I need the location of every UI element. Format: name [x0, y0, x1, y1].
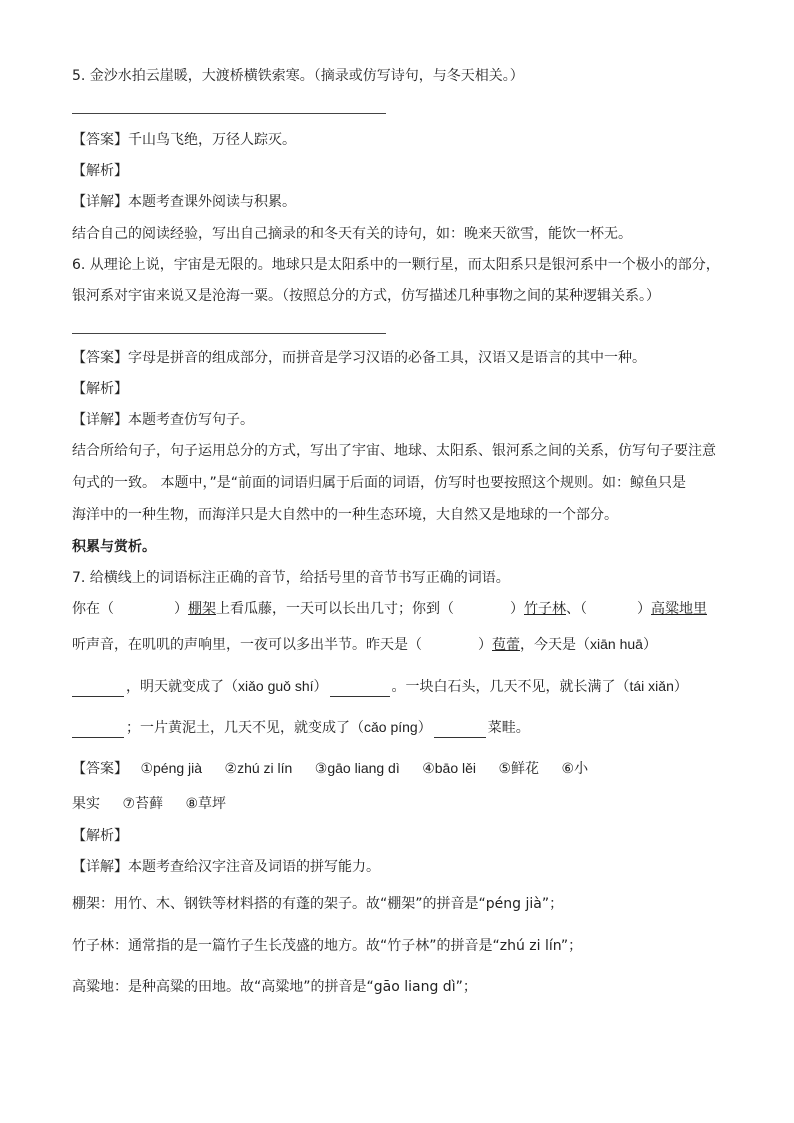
q7-p1-text-b: ） [174, 601, 188, 617]
q7-p2-text-a: 听声音，在叽叽的声响里，一夜可以多出半节。昨天是（ [72, 637, 422, 653]
q7-detail-tag: 【详解】 [72, 859, 128, 875]
q7-explain-zhuzilin: 竹子林：通常指的是一篇竹子生长茂盛的地方。故“竹子林”的拼音是“zhú zi lín”； [72, 938, 583, 954]
q7-answer-3 [315, 758, 400, 779]
q7-p4-text-c: 菜畦。 [487, 720, 530, 736]
q7-p4-text-a: ；一片黄泥土，几天不见，就变成了（ [126, 720, 364, 736]
q7-answer-2-value: zhú zi lín [237, 760, 293, 776]
q7-answers-line1 [72, 758, 588, 779]
q7-detail-text: 本题考查给汉字注音及词语的拼写能力。 [128, 859, 380, 875]
q6-explain-line3: 海洋中的一种生物，而海洋只是大自然中的一种生态环境，大自然又是地球的一个部分。 [72, 507, 618, 523]
q7-pinyin-caoping: cǎo píng [364, 719, 418, 735]
q7-answer-6-value: 小 [574, 761, 589, 777]
q5-answer-tag: 【答案】 [72, 132, 128, 148]
q5-stem: 5. 金沙水拍云崖暖，大渡桥横铁索寒。（摘录或仿写诗句，与冬天相关。） [72, 68, 524, 84]
q7-passage-line2 [72, 634, 657, 655]
q6-answer-line [72, 333, 386, 334]
q7-answer-7-value: 苔藓 [135, 796, 164, 812]
q7-p3-text-b: ） [313, 679, 328, 695]
q6-stem-line1: 6. 从理论上说，宇宙是无限的。地球只是太阳系中的一颗行星，而太阳系只是银河系中一个极小的部分， [72, 257, 720, 273]
q7-answer-1-num: ① [140, 761, 154, 777]
q6-stem-line2: 银河系对宇宙来说又是沧海一粟。（按照总分的方式，仿写描述几种事物之间的某种逻辑关系。） [72, 288, 660, 304]
q7-p1-text-f: ） [637, 601, 651, 617]
q7-analysis-tag: 【解析】 [72, 828, 128, 844]
q7-passage-line1 [72, 599, 707, 619]
q7-answer-1 [140, 758, 202, 779]
q7-answer-4-value: bāo lěi [434, 760, 477, 776]
q7-word-zhuzilin: 竹子林 [524, 601, 566, 617]
q5-analysis-tag: 【解析】 [72, 163, 128, 179]
q7-answer-5-num: ⑤ [498, 761, 512, 777]
q7-answer-tag: 【答案】 [72, 761, 128, 777]
q5-answer-text: 千山鸟飞绝，万径人踪灭。 [128, 132, 296, 148]
q5-detail [72, 192, 296, 212]
q7-answer-7-num: ⑦ [122, 796, 136, 812]
q7-p2-text-d: ） [642, 637, 657, 653]
q6-analysis-tag: 【解析】 [72, 381, 128, 397]
q5-detail-tag: 【详解】 [72, 194, 128, 210]
q5-answer-line [72, 113, 386, 114]
q7-answer-2-num: ② [224, 761, 238, 777]
q7-p2-text-c: ，今天是（ [520, 637, 590, 653]
q7-answer-8 [185, 794, 226, 814]
q7-answer-5 [498, 759, 539, 779]
q7-p1-text-a: 你在（ [72, 601, 114, 617]
q7-pinyin-xiaoguoshi: xiǎo guǒ shí [238, 678, 314, 694]
q5-detail-text: 本题考查课外阅读与积累。 [128, 194, 296, 210]
q7-answer-5-value: 鲜花 [511, 761, 540, 777]
q7-p3-text-d: ） [673, 679, 688, 695]
q6-detail-tag: 【详解】 [72, 412, 128, 428]
q7-answer-6-num: ⑥ [561, 761, 575, 777]
q7-answer-3-num: ③ [314, 761, 328, 777]
section-title: 积累与赏析。 [72, 539, 156, 555]
q7-p1-text-c: 上看瓜藤，一天可以长出几寸；你到（ [216, 601, 454, 617]
q5-answer [72, 130, 296, 150]
q7-answer-1-value: péng jià [153, 760, 203, 776]
q7-answer-3-value: gāo liang dì [327, 760, 400, 776]
q7-p1-text-d: ） [510, 601, 524, 617]
q7-answer-2 [225, 758, 293, 779]
q7-p1-text-e: 、（ [566, 601, 587, 617]
q7-pinyin-xianhua: xiān huā [590, 636, 643, 652]
q7-answer-blank-xianhua[interactable] [72, 682, 124, 697]
q6-detail [72, 410, 254, 430]
q7-detail [72, 857, 380, 877]
q7-pinyin-taixian: tái xiǎn [629, 678, 674, 694]
q6-detail-text: 本题考查仿写句子。 [128, 412, 254, 428]
q7-p3-text-c: 。一块白石头，几天不见，就长满了（ [391, 679, 630, 695]
q5-explain: 结合自己的阅读经验，写出自己摘录的和冬天有关的诗句，如：晚来天欲雪，能饮一杯无。 [72, 226, 632, 242]
q7-p2-text-b: ） [478, 637, 492, 653]
q7-word-baolei: 苞蕾 [492, 637, 520, 653]
q7-stem: 7. 给横线上的词语标注正确的音节，给括号里的音节书写正确的词语。 [72, 570, 510, 586]
q7-answer-blank-xiaoguoshi[interactable] [330, 682, 390, 697]
q7-answer-8-value: 草坪 [198, 796, 227, 812]
q7-passage-line3 [72, 676, 688, 697]
q6-explain-line2: 句式的一致。 本题中，”是“前面的词语归属于后面的词语，仿写时也要按照这个规则。如：鲸鱼只是 [72, 475, 686, 491]
q7-p3-text-a: ，明天就变成了（ [126, 679, 238, 695]
q7-answer-4 [422, 758, 476, 779]
q7-p4-text-b: ） [417, 720, 432, 736]
q7-explain-pengjia: 棚架：用竹、木、钢铁等材料搭的有蓬的架子。故“棚架”的拼音是“péng jià”； [72, 896, 564, 912]
q7-answer-8-num: ⑧ [185, 796, 199, 812]
q7-answers-line2 [72, 794, 226, 814]
q7-explain-gaoliangdi: 高粱地：是种高粱的田地。故“高粱地”的拼音是“gāo liang dì”； [72, 979, 477, 995]
q6-answer-tag: 【答案】 [72, 350, 128, 366]
q7-word-gaoliangdi: 高粱地里 [651, 601, 707, 617]
q7-answer-6-cont: 果实 [72, 796, 100, 812]
q6-answer-text: 字母是拼音的组成部分，而拼音是学习汉语的必备工具，汉语又是语言的其中一种。 [128, 350, 646, 366]
q7-passage-line4 [72, 717, 530, 738]
q7-answer-6 [562, 759, 589, 779]
q7-answer-blank-caoping[interactable] [434, 723, 486, 738]
q7-answer-blank-taixian[interactable] [72, 723, 124, 738]
q7-word-pengjia: 棚架 [188, 601, 216, 617]
q6-explain-line1: 结合所给句子，句子运用总分的方式，写出了宇宙、地球、太阳系、银河系之间的关系，仿写句子要注意 [72, 443, 716, 459]
q7-answer-4-num: ④ [422, 761, 435, 777]
q6-answer [72, 348, 646, 368]
q7-answer-7 [122, 794, 163, 814]
